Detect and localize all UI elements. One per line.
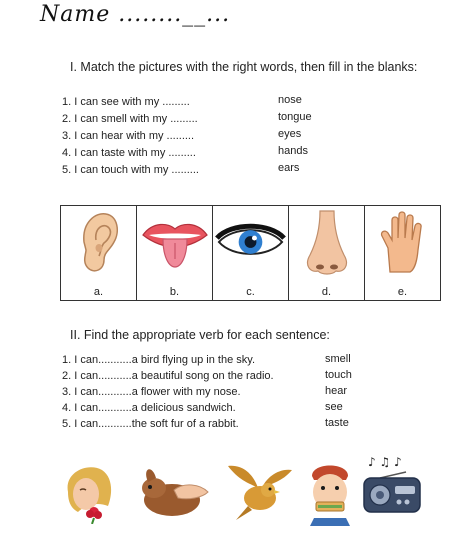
- picture-label-c: c.: [246, 286, 255, 298]
- picture-cell-e: [365, 206, 441, 301]
- sentence-4: 4. I can...........a delicious sandwich.: [62, 402, 236, 414]
- verb-2: touch: [325, 369, 352, 381]
- flying-bird-icon: [222, 458, 298, 524]
- verb-4: see: [325, 401, 343, 413]
- question-3: 3. I can hear with my .........: [62, 130, 195, 142]
- word-5: ears: [278, 162, 300, 174]
- hand-petting-rabbit-icon: [138, 462, 210, 522]
- picture-table: [60, 205, 441, 301]
- sentence-1: 1. I can...........a bird flying up in the sky.: [62, 354, 255, 366]
- radio-music-icon: [360, 448, 426, 524]
- picture-label-e: e.: [397, 286, 408, 298]
- picture-cell-d: [289, 206, 365, 301]
- picture-cell-a: [61, 206, 137, 301]
- word-4: hands: [278, 145, 308, 157]
- section-1-title: I. Match the pictures with the right words, then fill in the blanks:: [70, 60, 418, 74]
- verb-1: smell: [325, 353, 351, 365]
- question-2: 2. I can smell with my .........: [62, 113, 198, 125]
- picture-cell-c: [213, 206, 289, 301]
- picture-label-a: a.: [93, 286, 104, 298]
- verb-3: hear: [325, 385, 348, 397]
- sentence-5: 5. I can...........the soft fur of a rabbit.: [62, 418, 239, 430]
- tongue-icon: [139, 213, 211, 273]
- picture-label-b: b.: [169, 286, 180, 298]
- verb-5: taste: [325, 417, 349, 429]
- question-5: 5. I can touch with my .........: [62, 164, 199, 176]
- sentence-2: 2. I can...........a beautiful song on the radio.: [62, 370, 274, 382]
- picture-label-d: d.: [321, 286, 332, 298]
- section-2-title: II. Find the appropriate verb for each sentence:: [70, 328, 330, 342]
- question-1: 1. I can see with my .........: [62, 96, 190, 108]
- question-4: 4. I can taste with my .........: [62, 147, 196, 159]
- name-label: Name ........__...: [40, 2, 231, 27]
- eye-icon: [213, 218, 288, 268]
- word-2: tongue: [278, 111, 312, 123]
- word-1: nose: [278, 94, 302, 106]
- nose-icon: [302, 209, 352, 277]
- word-3: eyes: [278, 128, 302, 140]
- hand-icon: [378, 210, 428, 276]
- picture-cell-b: [137, 206, 213, 301]
- sentence-3: 3. I can...........a flower with my nose.: [62, 386, 241, 398]
- boy-eating-sandwich-icon: [302, 458, 358, 526]
- svg-text:♪ ♫ ♪: ♪ ♫ ♪: [368, 455, 402, 469]
- girl-smelling-flower-icon: [58, 462, 120, 524]
- ear-icon: [74, 210, 124, 276]
